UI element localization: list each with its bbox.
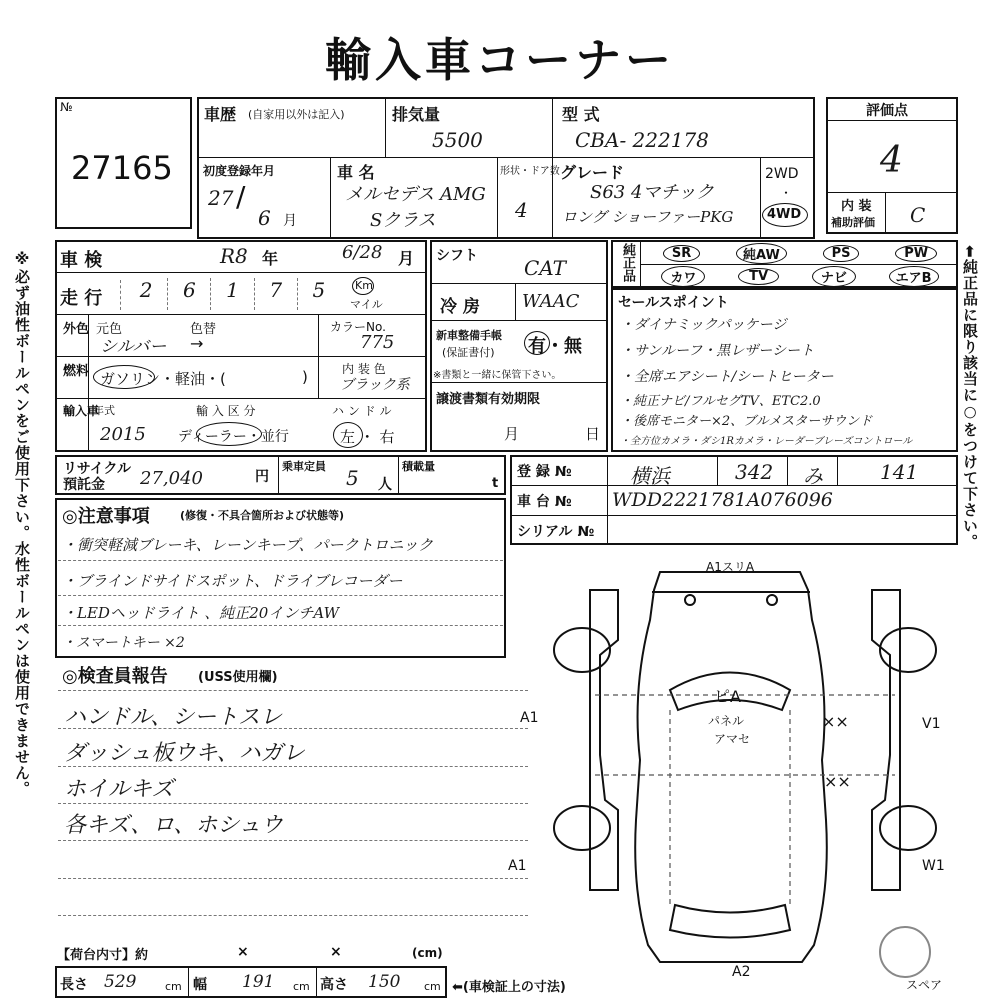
cargo-x2: ×	[330, 944, 342, 960]
history-note: (自家用以外は記入)	[248, 108, 345, 121]
diag-right-front-x: ××	[822, 712, 849, 731]
diag-spare-label: スペア	[906, 978, 943, 992]
page-title: 輸入車コーナー	[325, 33, 675, 87]
car-name-label: 車 名	[337, 163, 375, 182]
recycle-label1: リサイクル	[63, 461, 132, 477]
color-orig-label: 元色	[96, 322, 123, 337]
diag-panel-mark1: パネル	[708, 714, 745, 728]
doors-label: 形状・ドア数	[500, 166, 560, 177]
diag-right-front-mark: V1	[922, 716, 941, 732]
length-unit: cm	[165, 980, 182, 993]
mileage-digit: 6	[168, 278, 211, 310]
mileage-digit: 7	[255, 278, 298, 310]
genuine-item: TV	[738, 268, 779, 285]
inspector-item: 各キズ、ロ、ホシュウ	[64, 813, 283, 838]
drive-4wd: 4WD	[767, 207, 802, 222]
color-side-label: 外色	[63, 322, 90, 337]
caution-item: ・LEDヘッドライト 、純正20インチAW	[62, 604, 339, 622]
aircon-value: WAAC	[522, 291, 580, 312]
drive-dot: ・	[780, 186, 793, 200]
registration-area: 横浜	[630, 464, 670, 488]
sales-item: ・全席エアシート/シートヒーター	[620, 369, 834, 385]
aircon-label: 冷 房	[440, 297, 480, 317]
cautions-note: (修復・不具合箇所および状態等)	[180, 509, 345, 522]
sales-item: ・純正ナビ/フルセグTV、ETC2.0	[620, 394, 821, 409]
cargo-label: 【荷台内寸】約	[57, 948, 149, 963]
interior-eval-value: C	[910, 203, 926, 227]
inspector-note: (USS使用欄)	[198, 670, 278, 685]
color-arrow: →	[190, 334, 204, 353]
color-change-label: 色替	[190, 322, 217, 337]
diag-left-front-mark: A1	[520, 710, 539, 726]
mileage-digit: 5	[312, 278, 326, 302]
import-type-label: 輸 入 区 分	[196, 404, 256, 418]
vin-value: WDD2221781A076096	[612, 489, 833, 511]
width-value: 191	[242, 972, 275, 992]
first-reg-year: 27	[208, 186, 234, 210]
fuel-options: ガソリン・軽油・(	[100, 370, 226, 388]
cargo-unit: (cm)	[412, 946, 443, 960]
genuine-item: SR	[663, 245, 700, 262]
inspector-item: ホイルキズ	[64, 777, 174, 802]
grade-line2: ロング ショーファーPKG	[562, 208, 734, 226]
grade-line1: S63 4マチック	[590, 182, 714, 203]
maintenance-note: ※書類と一緒に保管下さい。	[433, 370, 562, 381]
genuine-item: カワ	[661, 266, 705, 287]
inspection-label: 車 検	[60, 250, 103, 271]
diag-right-rear-mark: W1	[922, 858, 945, 874]
sales-item: ・サンルーフ・黒レザーシート	[620, 343, 814, 359]
displacement-label: 排気量	[392, 105, 441, 124]
height-value: 150	[368, 972, 401, 992]
height-label: 高さ	[320, 977, 348, 993]
genuine-label: 純正品	[620, 243, 635, 282]
caution-item: ・スマートキー ×2	[62, 635, 185, 651]
import-side-label: 輸入車	[63, 404, 100, 418]
first-reg-month: 6	[258, 206, 271, 230]
inspector-label: ◎検査員報告	[62, 666, 168, 687]
width-label: 幅	[193, 977, 207, 993]
inspector-item: ダッシュ板ウキ、ハガレ	[64, 741, 305, 766]
lot-box	[55, 97, 192, 229]
mileage-label: 走 行	[60, 288, 103, 309]
height-unit: cm	[424, 980, 441, 993]
car-name-line2: Sクラス	[370, 210, 436, 231]
import-year-value: 2015	[100, 424, 146, 445]
registration-kana: み	[803, 464, 823, 488]
registration-number: 141	[880, 460, 919, 484]
score-value: 4	[880, 140, 903, 181]
capacity-value: 5	[346, 466, 359, 490]
genuine-item: PW	[895, 245, 937, 262]
inspection-era: R8	[220, 244, 248, 268]
interior-eval-label2: 補助評価	[831, 216, 875, 229]
lot-number: 27165	[71, 149, 173, 187]
diag-left-rear-mark: A1	[508, 858, 527, 874]
first-reg-unit: 月	[283, 213, 297, 229]
genuine-item: PS	[823, 245, 860, 262]
maintenance-label1: 新車整備手帳	[436, 329, 502, 342]
mileage-digits	[125, 278, 340, 310]
registration-label: 登 録 №	[517, 464, 572, 480]
load-label: 積載量	[402, 460, 435, 473]
recycle-unit: 円	[255, 469, 269, 485]
shift-label: シフト	[436, 248, 478, 264]
right-side-note: ⬅純正品に限り該当に○をつけて下さい。	[961, 245, 979, 550]
genuine-item: ナビ	[812, 266, 856, 287]
serial-label: シリアル №	[517, 524, 595, 540]
lot-prefix: №	[60, 100, 73, 114]
transfer-month-unit: 月	[504, 425, 520, 443]
color-no-value: 775	[360, 332, 395, 353]
import-handle-label: ハ ン ド ル	[332, 404, 392, 418]
inspection-year-unit: 年	[262, 249, 279, 268]
capacity-label: 乗車定員	[282, 460, 326, 473]
car-name-line1: メルセデス AMG	[345, 184, 486, 205]
score-label: 評価点	[866, 103, 908, 119]
diag-windshield-mark: ピA	[714, 687, 741, 706]
length-value: 529	[104, 972, 137, 992]
sales-item: ・ダイナミックパッケージ	[620, 317, 787, 333]
dimensions-note: ⬅(車検証上の寸法)	[452, 980, 566, 995]
displacement-value: 5500	[432, 128, 483, 152]
car-damage-diagram	[540, 560, 950, 980]
fuel-side-label: 燃料	[63, 364, 90, 379]
diag-panel-mark2: アマセ	[714, 732, 751, 746]
interior-eval-label1: 内 装	[841, 199, 872, 214]
fuel-close: )	[302, 368, 308, 386]
color-orig-value: シルバー	[100, 337, 167, 357]
load-unit: t	[492, 476, 499, 491]
first-reg-label: 初度登録年月	[203, 164, 276, 178]
recycle-label2: 預託金	[63, 477, 105, 493]
doors-value: 4	[515, 198, 528, 222]
diag-right-rear-x: ××	[824, 772, 851, 791]
import-handle: 左 ・ 右	[340, 428, 395, 446]
inspection-date: 6/28	[342, 242, 383, 263]
registration-class: 342	[735, 460, 774, 484]
sales-item: ・後席モニター×2、ブルメスターサウンド	[620, 414, 873, 429]
mileage-unit-mile: マイル	[350, 298, 383, 311]
cargo-x1: ×	[237, 944, 249, 960]
left-side-note: ※必ず油性ボールペンをご使用下さい。水性ボールペンは使用できません。	[13, 250, 31, 797]
color-no-label: カラーNo.	[330, 320, 386, 334]
interior-color-label: 内 装 色	[342, 362, 386, 376]
drive-2wd: 2WD	[765, 166, 799, 182]
model-label: 型 式	[562, 105, 600, 124]
transfer-label: 譲渡書類有効期限	[436, 392, 541, 407]
recycle-value: 27,040	[140, 468, 203, 489]
maintenance-value: 有・無	[528, 336, 582, 357]
first-reg-slash: /	[236, 180, 246, 213]
shift-value: CAT	[524, 256, 566, 280]
transfer-day-unit: 日	[585, 425, 601, 443]
caution-item: ・衝突軽減ブレーキ、レーンキープ、パークトロニック	[62, 536, 433, 554]
width-unit: cm	[293, 980, 310, 993]
cautions-label: ◎注意事項	[62, 506, 150, 527]
caution-item: ・ブラインドサイドスポット、ドライブレコーダー	[62, 572, 403, 590]
length-label: 長さ	[60, 977, 88, 993]
genuine-row1	[645, 242, 955, 264]
interior-color-value: ブラック系	[340, 377, 410, 393]
capacity-unit: 人	[378, 477, 392, 493]
mileage-unit-km: Km	[355, 279, 373, 292]
inspector-item: ハンドル、シートスレ	[64, 705, 283, 730]
import-year-label: 年式	[93, 404, 115, 417]
import-types: ディーラー・並行	[178, 429, 289, 445]
vin-label: 車 台 №	[517, 494, 572, 510]
inspection-month-unit: 月	[398, 249, 415, 268]
genuine-row2	[645, 265, 955, 287]
grade-label: グレード	[560, 163, 625, 182]
diag-bottom-mark: A2	[732, 964, 751, 980]
sales-item: ・全方位カメラ・ダシ1Rカメラ・レーダーブレーズコントロール	[620, 436, 913, 447]
history-label: 車歴	[204, 105, 237, 124]
mileage-digit: 1	[211, 278, 254, 310]
genuine-item: 純AW	[736, 243, 787, 264]
mileage-digit: 2	[125, 278, 168, 310]
maintenance-label2: (保証書付)	[442, 346, 495, 359]
sales-label: セールスポイント	[618, 295, 729, 311]
diag-top-mark: A1スリA	[706, 560, 755, 574]
model-value: CBA- 222178	[575, 128, 709, 152]
genuine-item: エアB	[889, 266, 939, 287]
